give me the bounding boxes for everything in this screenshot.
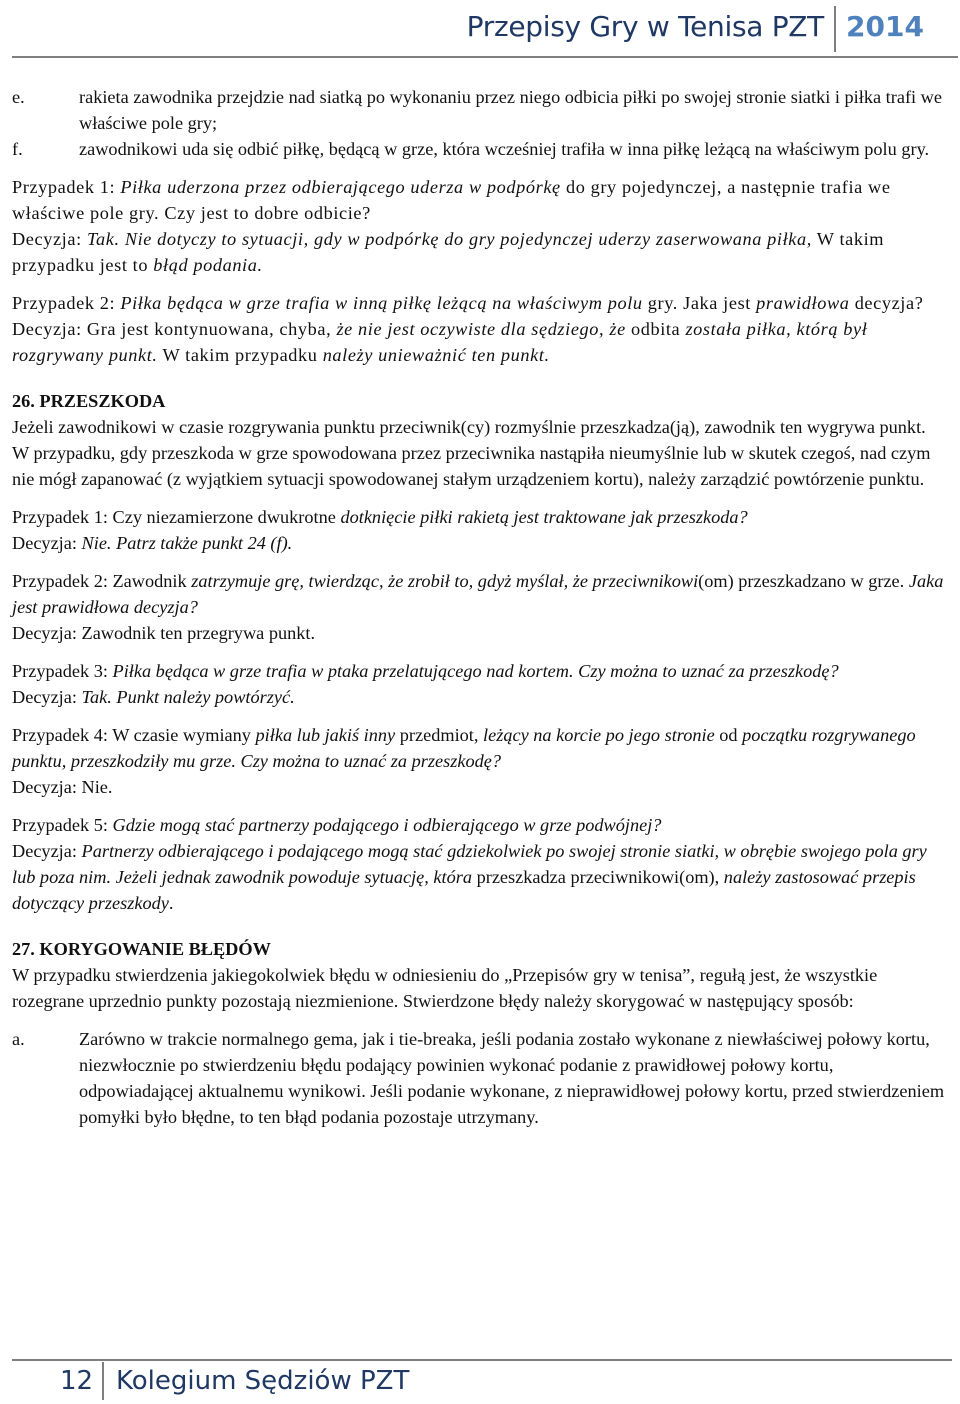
case-question	[12, 658, 948, 684]
header-title: Przepisy Gry w Tenisa PZT	[466, 10, 824, 43]
case-text: Przypadek 1: Czy niezamierzone dwukrotne	[12, 507, 336, 527]
list-text: Zarówno w trakcie normalnego gema, jak i tie-breaka, jeśli podania zostało wykonane z niewłaściwej połowy kortu, niezwłocznie po stwierdzeniu błędu podający powinien wykonać podanie z prawidłowej połowy kortu, odpowiadającej aktualnemu wynikowi. Jeśli podanie wykonane, z nieprawidłowej połowy kortu, przed stwierdzeniem pomyłki było błędne, to ten błąd podania pozostaje utrzymany.	[79, 1029, 945, 1127]
case-text-italic: Piłka uderzona przez odbierającego uderza w podpórkę	[120, 177, 561, 197]
list-marker: f.	[12, 139, 23, 159]
case-text: (om) przeszkadzano w grze.	[698, 571, 905, 591]
case-decision	[12, 530, 948, 556]
decision-text-italic: Tak. Nie dotyczy to sytuacji, gdy w podpórkę do gry pojedynczej uderzy zaserwowana piłka,	[86, 229, 812, 249]
decision-text-italic: Tak. Punkt należy powtórzyć.	[81, 687, 295, 707]
case-question	[12, 812, 948, 838]
case-text: od	[719, 725, 738, 745]
case-label: Przypadek 2:	[12, 293, 116, 313]
footer-org-name: Kolegium Sędziów PZT	[116, 1366, 410, 1396]
case-text-italic: Piłka będąca w grze trafia w inną piłkę leżącą na właściwym polu	[120, 293, 643, 313]
case-text: Przypadek 4: W czasie wymiany	[12, 725, 251, 745]
list-text: rakieta zawodnika przejdzie nad siatką po wykonaniu przez niego odbicia piłki po swojej stronie siatki i piłka trafi we właściwe pole gry;	[79, 87, 943, 133]
case-text-italic: piłka lub jakiś inny	[255, 725, 396, 745]
case-label: Przypadek 1:	[12, 177, 116, 197]
decision-text: odbita	[630, 319, 681, 339]
decision-text-italic: Nie. Patrz także punkt 24 (f).	[81, 533, 293, 553]
case-decision	[12, 226, 948, 278]
decision-label: Decyzja:	[12, 229, 82, 249]
decision-text-italic: że nie jest oczywiste dla sędziego, że	[336, 319, 626, 339]
case-text: decyzja?	[854, 293, 924, 313]
list-text: zawodnikowi uda się odbić piłkę, będącą w grze, która wcześniej trafiła w inna piłkę leżącą na właściwym polu gry.	[79, 139, 930, 159]
header-divider	[834, 6, 836, 52]
decision-label: Decyzja:	[12, 687, 77, 707]
case-decision	[12, 838, 948, 916]
case-decision	[12, 316, 948, 368]
case-decision: Decyzja: Zawodnik ten przegrywa punkt.	[12, 623, 316, 643]
case-question	[12, 504, 948, 530]
case-text: gry. Jaka jest	[647, 293, 751, 313]
decision-label: Decyzja: Gra jest kontynuowana, chyba,	[12, 319, 332, 339]
case-question	[12, 290, 948, 316]
decision-text: W takim przypadku jest to	[12, 229, 885, 275]
case-text-italic: leżący na korcie po jego stronie	[483, 725, 715, 745]
section-heading: 27. KORYGOWANIE BŁĘDÓW	[12, 939, 271, 959]
case-question	[12, 568, 948, 620]
footer-divider	[102, 1362, 104, 1400]
decision-text: .	[168, 893, 174, 913]
paragraph: W przypadku, gdy przeszkoda w grze spowodowana przez przeciwnika nastąpiła nieumyślnie lub w skutek czegoś, nad czym nie mógł zapanować (z wyjątkiem sytuacji spowodowanej stałym urządzeniem kortu), należy zarządzić powtórzenie punktu.	[12, 443, 931, 489]
list-marker: e.	[12, 87, 25, 107]
case-decision: Decyzja: Nie.	[12, 777, 113, 797]
case-question	[12, 174, 948, 226]
case-text-italic: dotknięcie piłki rakietą jest traktowane jak przeszkoda?	[340, 507, 748, 527]
decision-text-italic: Partnerzy odbierającego i podającego mogą stać gdziekolwiek po swojej stronie siatki, w obrębie swojego pola gry lub poza nim. Jeżeli jednak zawodnik powoduje sytuację, która	[12, 841, 927, 887]
case-text-italic: Jaka jest prawidłowa decyzja?	[12, 571, 944, 617]
case-text-italic: początku rozgrywanego punktu, przeszkodziły mu grze. Czy można to uznać za przeszkodę?	[12, 725, 916, 771]
case-text-italic: Piłka będąca w grze trafia w ptaka przelatującego nad kortem. Czy można to uznać za przeszkodę?	[112, 661, 839, 681]
section-heading: 26. PRZESZKODA	[12, 391, 166, 411]
case-text-italic: zatrzymuje grę, twierdząc, że zrobił to, gdyż myślał, że przeciwnikowi	[191, 571, 699, 591]
paragraph: W przypadku stwierdzenia jakiegokolwiek błędu w odniesieniu do „Przepisów gry w tenisa”, regułą jest, że wszystkie rozegrane uprzednio punkty pozostają niezmienione. Stwierdzone błędy należy skorygować w następujący sposób:	[12, 965, 878, 1011]
case-text: Przypadek 5:	[12, 815, 108, 835]
decision-label: Decyzja:	[12, 841, 77, 861]
decision-text-italic: należy unieważnić ten punkt.	[322, 345, 550, 365]
footer-rule	[12, 1359, 952, 1361]
page-header	[0, 0, 960, 60]
case-question	[12, 722, 948, 774]
header-year: 2014	[846, 10, 924, 43]
decision-text-italic: należy zastosować przepis dotyczący przeszkody	[12, 867, 916, 913]
case-decision	[12, 684, 948, 710]
decision-text-italic: została piłka, którą był rozgrywany punkt.	[12, 319, 868, 365]
paragraph: Jeżeli zawodnikowi w czasie rozgrywania punktu przeciwnik(cy) rozmyślnie przeszkadza(ją), zawodnik ten wygrywa punkt.	[12, 417, 926, 437]
case-text-italic: Gdzie mogą stać partnerzy podającego i odbierającego w grze podwójnej?	[112, 815, 662, 835]
list-item	[12, 84, 948, 136]
case-text-italic: prawidłowa	[756, 293, 850, 313]
list-item	[12, 1026, 948, 1130]
decision-label: Decyzja:	[12, 533, 77, 553]
decision-text: przeszkadza przeciwnikowi(om),	[476, 867, 720, 887]
case-text: Przypadek 3:	[12, 661, 108, 681]
header-rule	[12, 56, 958, 58]
case-text: przedmiot,	[399, 725, 479, 745]
page-body	[12, 84, 948, 1130]
page-number: 12	[60, 1366, 94, 1396]
case-text: Przypadek 2: Zawodnik	[12, 571, 187, 591]
list-marker: a.	[12, 1029, 25, 1049]
decision-text: W takim przypadku	[162, 345, 318, 365]
decision-text-italic: błąd podania.	[153, 255, 263, 275]
case-text: do gry pojedynczej, a następnie trafia we właściwe pole gry. Czy jest to dobre odbicie?	[12, 177, 891, 223]
list-item	[12, 136, 948, 162]
